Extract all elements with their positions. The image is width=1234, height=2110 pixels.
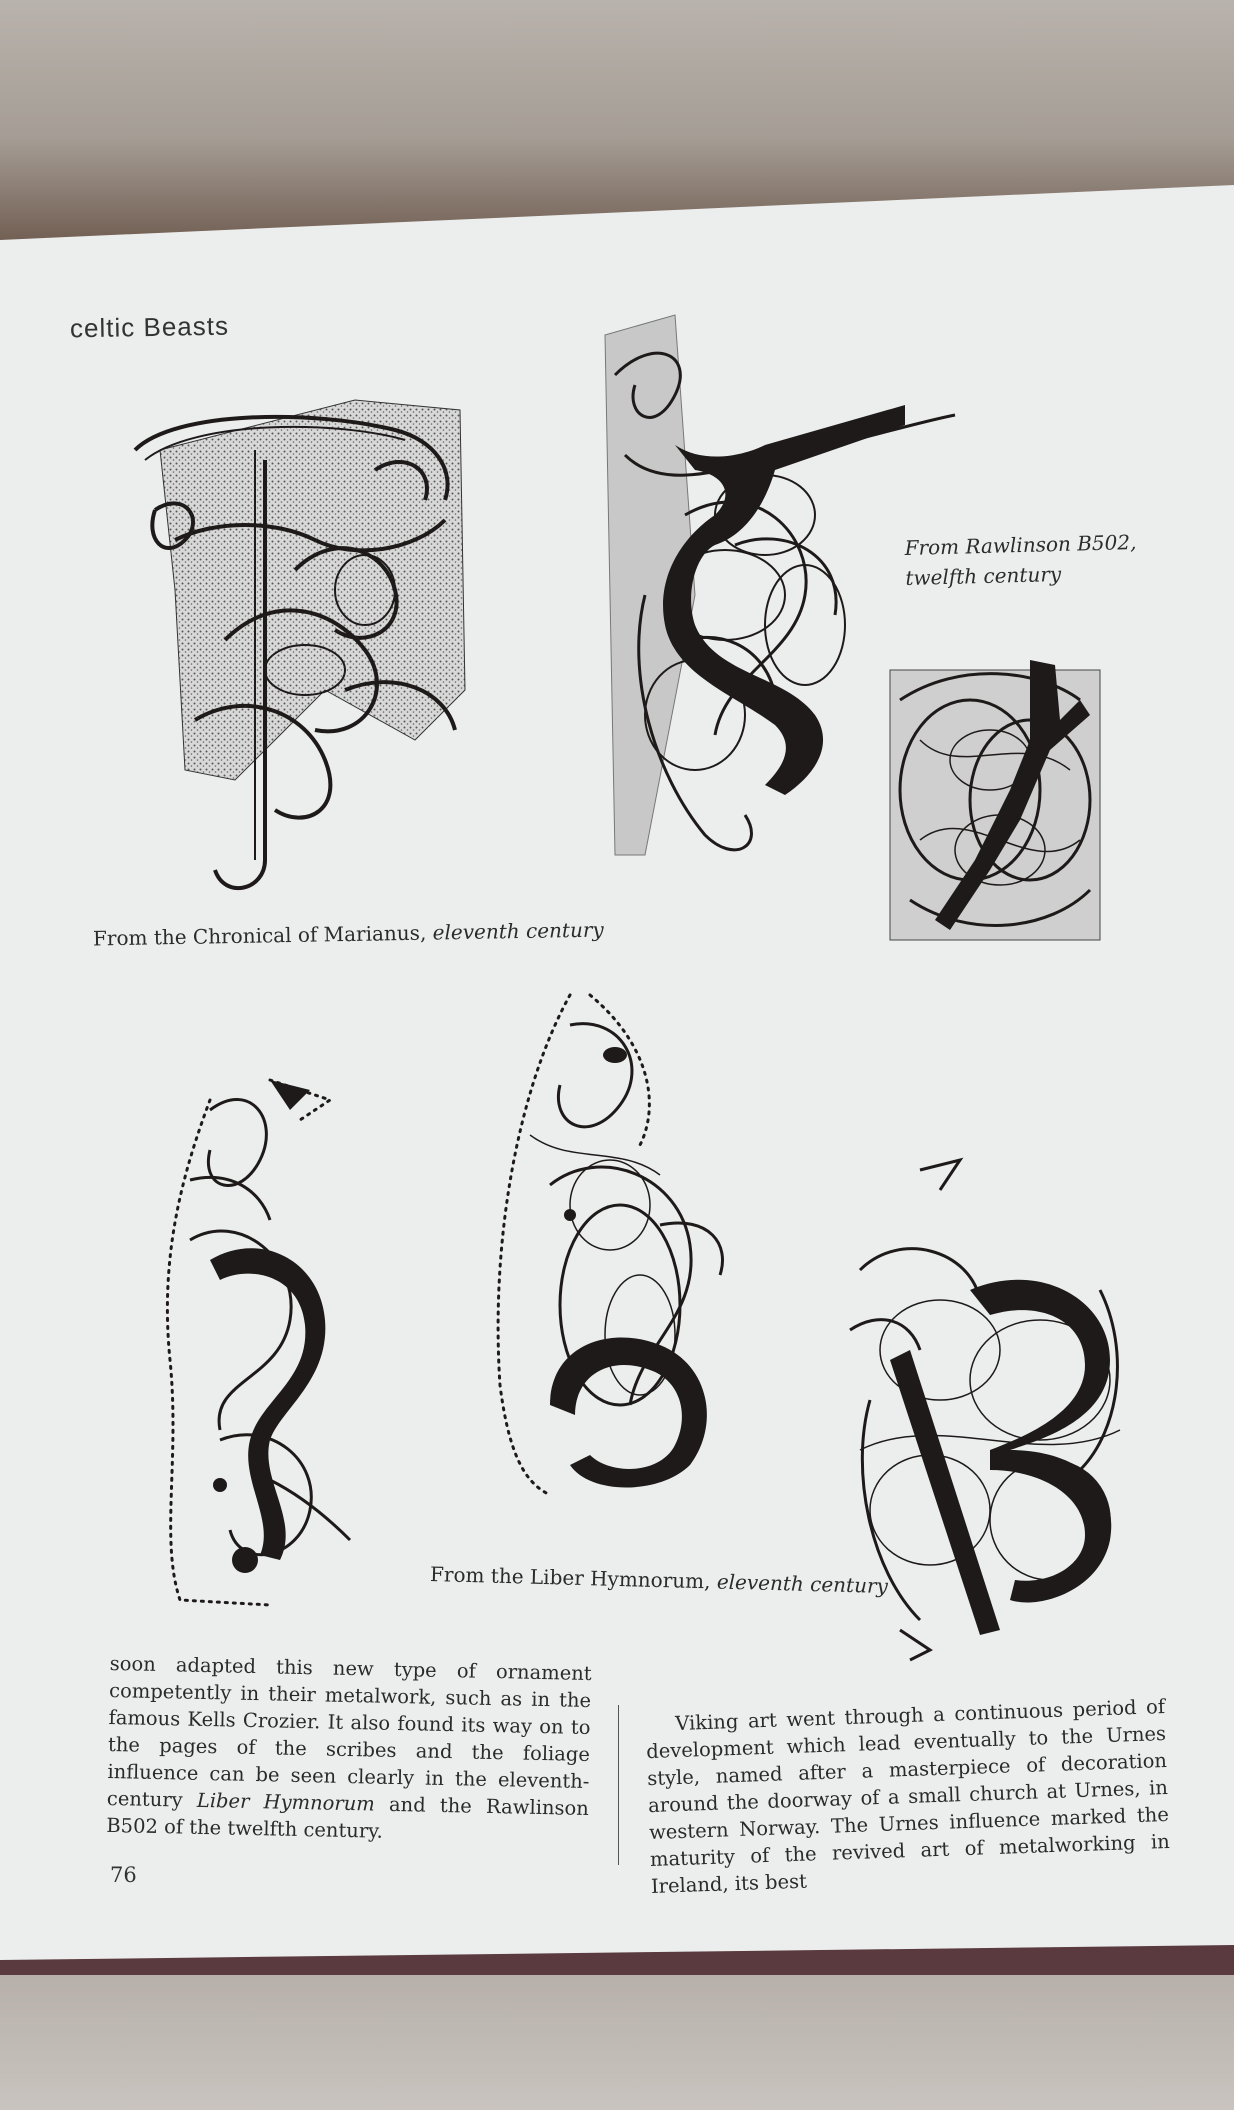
- page-number: 76: [110, 1863, 137, 1887]
- caption-rawlinson-line2: twelfth century: [905, 561, 1062, 591]
- illustration-rawlinson-small-initial: [880, 640, 1120, 970]
- caption-liber-period: eleventh century: [716, 1569, 889, 1598]
- caption-marianus-source: From the Chronical of Marianus,: [92, 920, 427, 951]
- body-text-left-column: [106, 1650, 592, 1849]
- illustration-liber-left-initial: [150, 1060, 400, 1620]
- caption-marianus-period: eleventh century: [432, 917, 604, 945]
- column-divider: [618, 1705, 619, 1865]
- caption-liber-source: From the Liber Hymnorum,: [429, 1562, 711, 1594]
- illustration-marianus-initial: [115, 390, 505, 910]
- caption-rawlinson-line1: From Rawlinson B502,: [904, 529, 1137, 561]
- body-left-part2: and the Rawlinson B502 of the twelfth century.: [106, 1792, 590, 1843]
- caption-rawlinson: [904, 527, 1137, 593]
- body-left-part1: soon adapted this new type of ornament competently in their metalwork, such as in the famous Kells Crozier. It also found its way on to the pages of the scribes and the foliage influence can be seen clearly in the eleventh-century: [106, 1651, 592, 1812]
- running-head: celtic Beasts: [69, 310, 230, 344]
- body-text-right-column: Viking art went through a continuous period of development which lead eventually to the Urnes style, named after a masterpiece of decoration around the doorway of a small church at Urnes, in western Norway. The Urnes influence marked the maturity of the revived art of metalworking in Ireland, its best: [645, 1694, 1171, 1899]
- background-fabric-bottom: [0, 1975, 1234, 2110]
- body-left-italic-title: Liber Hymnorum: [196, 1788, 376, 1816]
- illustration-liber-middle-initial: [490, 985, 750, 1505]
